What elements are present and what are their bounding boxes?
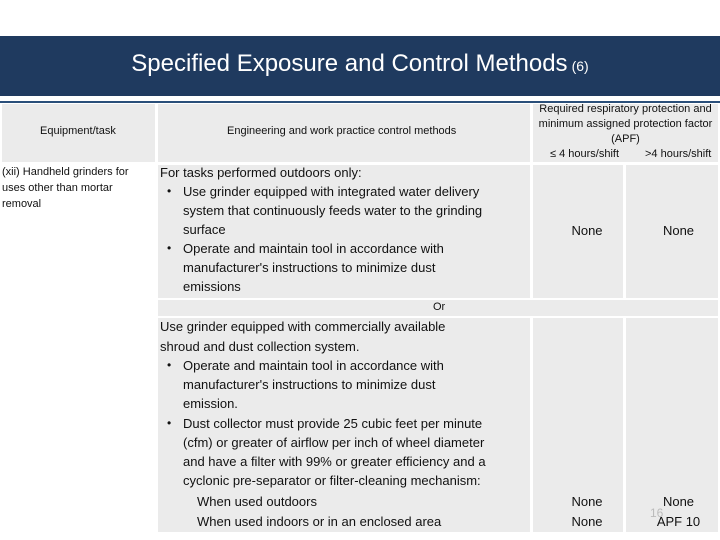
sub-row-indoors-le4: None (571, 514, 603, 529)
equipment-cell (0, 165, 155, 533)
dust-bullet-1-line-2: manufacturer's instructions to minimize dust (183, 377, 436, 392)
dust-bullet-1-line-3: emission. (183, 396, 238, 411)
dust-heading-line-2: shroud and dust collection system. (160, 339, 360, 354)
dust-bullet-2-line-2: (cfm) or greater of airflow per inch of wheel diameter (183, 435, 485, 450)
dust-bullet-2-line-1: Dust collector must provide 25 cubic feet per minute (183, 416, 483, 431)
bullet-icon: • (167, 241, 172, 255)
header-le4: ≤ 4 hours/shift (550, 148, 620, 160)
equipment-line-2: uses other than mortar (2, 182, 113, 194)
outdoor-bullet-1-line-3: surface (183, 222, 226, 237)
sub-row-indoors-gt4: APF 10 (656, 514, 701, 529)
sub-row-outdoors-label: When used outdoors (197, 494, 317, 509)
dust-bullet-2-line-4: cyclonic pre-separator or filter-cleaning mechanism: (183, 473, 481, 488)
slide-title (0, 50, 720, 78)
outdoor-gt4-value: None (662, 223, 695, 238)
sub-row-indoors-label: When used indoors or in an enclosed area (197, 514, 442, 529)
header-gt4: >4 hours/shift (645, 148, 712, 160)
outdoor-bullet-2-line-3: emissions (183, 279, 241, 294)
outdoor-bullet-1-line-1: Use grinder equipped with integrated water delivery (183, 184, 480, 199)
dust-bullet-2-line-3: and have a filter with 99% or greater efficiency and a (183, 454, 486, 469)
bullet-icon: • (167, 416, 172, 430)
page-number: 16 (650, 506, 664, 520)
header-respiratory-line-1: Required respiratory protection and (539, 103, 712, 115)
bullet-icon: • (167, 184, 172, 198)
header-equipment: Equipment/task (40, 125, 116, 137)
sub-row-outdoors-gt4: None (662, 494, 695, 509)
header-respiratory-line-3: (APF) (611, 133, 640, 145)
outdoor-bullet-1-line-2: system that continuously feeds water to the grinding (183, 203, 483, 218)
equipment-line-1: (xii) Handheld grinders for (2, 166, 129, 178)
sub-row-outdoors-le4: None (571, 494, 603, 509)
header-respiratory-line-2: minimum assigned protection factor (538, 118, 713, 130)
title-main: Specified Exposure and Control Methods (131, 50, 568, 77)
outdoor-bullet-2-line-2: manufacturer's instructions to minimize dust (183, 260, 436, 275)
dust-heading-line-1: Use grinder equipped with commercially available (160, 319, 446, 334)
outdoor-bullet-2-line-1: Operate and maintain tool in accordance with (183, 241, 444, 256)
or-label: Or (433, 301, 446, 313)
outdoor-heading: For tasks performed outdoors only: (160, 165, 362, 180)
title-bar (0, 36, 720, 96)
equipment-line-3: removal (2, 198, 42, 210)
dust-bullet-1-line-1: Operate and maintain tool in accordance with (183, 358, 444, 373)
outdoor-le4-value: None (571, 223, 603, 238)
header-controls: Engineering and work practice control methods (227, 125, 457, 137)
bullet-icon: • (167, 358, 172, 372)
title-suffix: (6) (571, 58, 589, 74)
